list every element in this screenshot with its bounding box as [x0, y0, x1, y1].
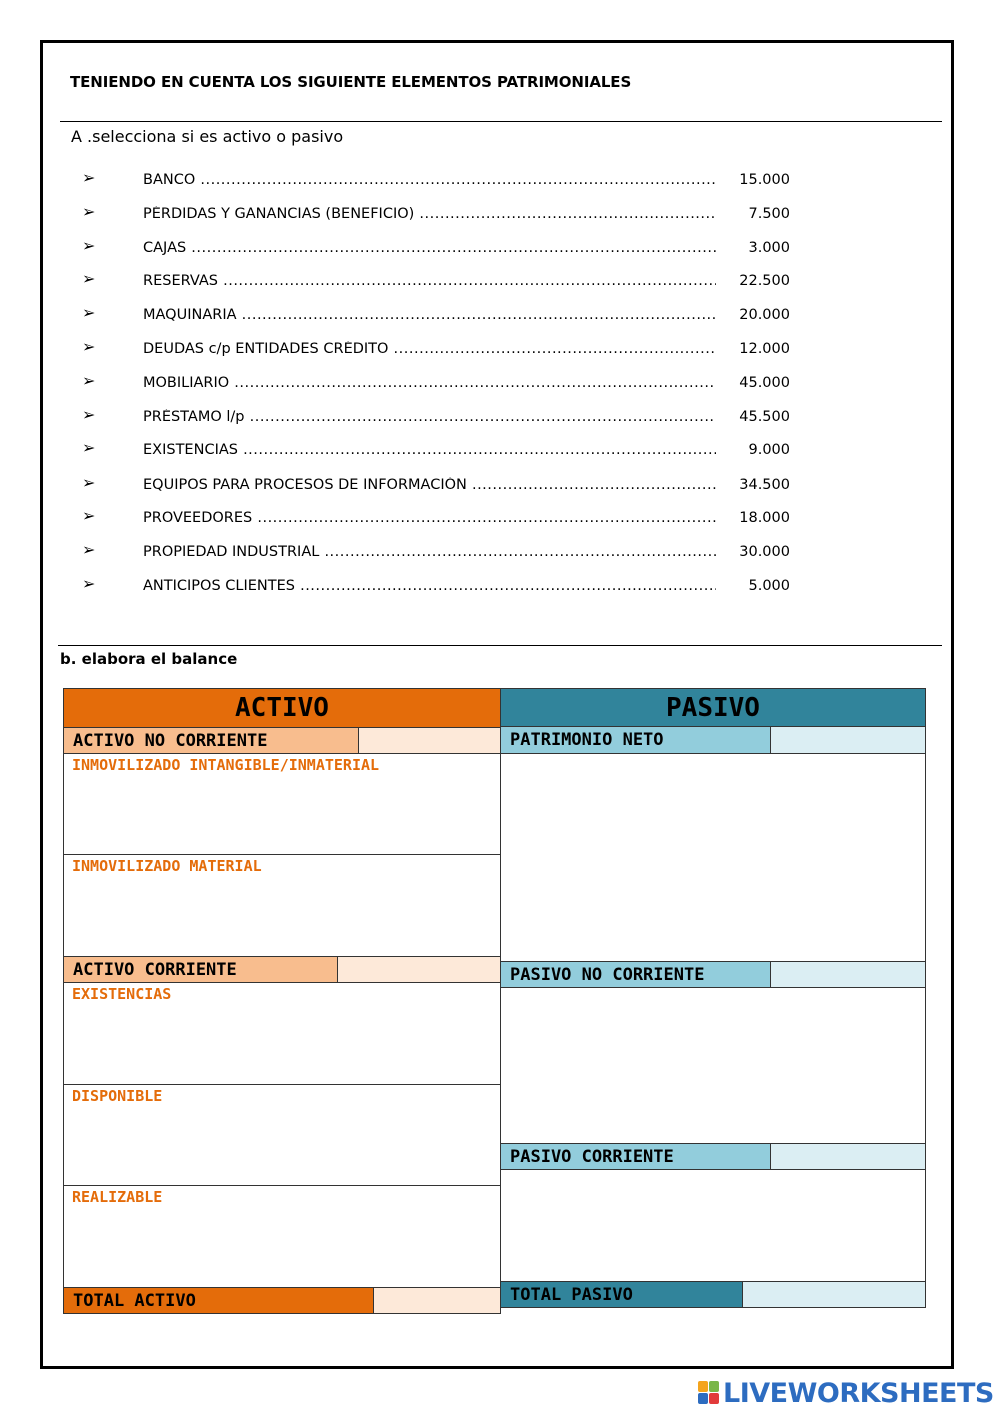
item-amount: 12.000 [739, 341, 790, 357]
realizable-label: REALIZABLE [72, 1188, 163, 1206]
item-label: PROPIEDAD INDUSTRIAL ..... [143, 544, 716, 560]
item-amount: 18.000 [739, 510, 790, 526]
list-item [80, 271, 800, 295]
liveworksheets-logo [698, 1378, 994, 1408]
item-label: BANCO ..... [143, 172, 716, 188]
activo-no-corriente-label: ACTIVO NO CORRIENTE [63, 727, 359, 754]
patrimonio-neto-label: PATRIMONIO NETO [500, 726, 771, 754]
arrow-bullet-icon: ➢ [82, 337, 96, 356]
item-amount: 7.500 [748, 206, 790, 222]
item-label: RESERVAS ..... [143, 273, 716, 289]
page-title: TENIENDO EN CUENTA LOS SIGUIENTE ELEMENTOS PATRIMONIALES [70, 73, 632, 91]
total-activo-label: TOTAL ACTIVO [63, 1287, 374, 1314]
item-label: EXISTENCIAS ..... [143, 442, 716, 458]
arrow-bullet-icon: ➢ [82, 506, 96, 525]
pasivo-corriente-box[interactable] [500, 1169, 926, 1282]
pasivo-no-corriente-label: PASIVO NO CORRIENTE [500, 961, 771, 988]
item-label: PRÉSTAMO l/p ..... [143, 409, 716, 425]
list-item [80, 407, 800, 431]
title-divider [60, 121, 942, 122]
list-item [80, 305, 800, 329]
item-label: CAJAS ..... [143, 240, 716, 256]
disponible-box[interactable] [63, 1084, 501, 1186]
arrow-bullet-icon: ➢ [82, 438, 96, 457]
item-amount: 30.000 [739, 544, 790, 560]
arrow-bullet-icon: ➢ [82, 574, 96, 593]
disponible-label: DISPONIBLE [72, 1087, 163, 1105]
item-amount: 45.000 [739, 375, 790, 391]
liveworksheets-logo-icon [698, 1381, 720, 1405]
realizable-box[interactable] [63, 1185, 501, 1288]
total-pasivo-label: TOTAL PASIVO [500, 1281, 743, 1308]
item-label: ANTICIPOS CLIENTES ..... [143, 578, 716, 594]
item-amount: 34.500 [739, 477, 790, 493]
arrow-bullet-icon: ➢ [82, 168, 96, 187]
list-item [80, 576, 800, 600]
list-item [80, 440, 800, 464]
item-amount: 9.000 [748, 442, 790, 458]
liveworksheets-logo-text: LIVEWORKSHEETS [723, 1377, 994, 1409]
item-amount: 5.000 [748, 578, 790, 594]
item-label: PÉRDIDAS Y GANANCIAS (BENEFICIO) ..... [143, 206, 716, 222]
inmovilizado-intangible-box[interactable] [63, 753, 501, 855]
pasivo-corriente-label: PASIVO CORRIENTE [500, 1143, 771, 1170]
arrow-bullet-icon: ➢ [82, 540, 96, 559]
list-item [80, 373, 800, 397]
inmovilizado-intangible-label: INMOVILIZADO INTANGIBLE/INMATERIAL [72, 756, 380, 774]
arrow-bullet-icon: ➢ [82, 269, 96, 288]
arrow-bullet-icon: ➢ [82, 303, 96, 322]
activo-no-corriente-total-field[interactable] [358, 727, 501, 754]
item-label: DEUDAS c/p ENTIDADES CRÉDITO ..... [143, 341, 716, 357]
existencias-box[interactable] [63, 982, 501, 1085]
pasivo-header: PASIVO [500, 688, 926, 727]
section-divider [58, 645, 942, 646]
patrimonio-neto-total-field[interactable] [770, 726, 926, 754]
arrow-bullet-icon: ➢ [82, 236, 96, 255]
pasivo-corriente-total-field[interactable] [770, 1143, 926, 1170]
arrow-bullet-icon: ➢ [82, 371, 96, 390]
inmovilizado-material-box[interactable] [63, 854, 501, 957]
list-item [80, 542, 800, 566]
item-amount: 20.000 [739, 307, 790, 323]
activo-header: ACTIVO [63, 688, 501, 728]
arrow-bullet-icon: ➢ [82, 473, 96, 492]
item-label: MAQUINARIA ..... [143, 307, 716, 323]
list-item [80, 204, 800, 228]
arrow-bullet-icon: ➢ [82, 405, 96, 424]
pasivo-no-corriente-total-field[interactable] [770, 961, 926, 988]
arrow-bullet-icon: ➢ [82, 202, 96, 221]
inmovilizado-material-label: INMOVILIZADO MATERIAL [72, 857, 262, 875]
patrimonio-neto-box[interactable] [500, 753, 926, 962]
instruction-a: A .selecciona si es activo o pasivo [71, 127, 344, 146]
item-label: PROVEEDORES ..... [143, 510, 716, 526]
list-item [80, 508, 800, 532]
instruction-b: b. elabora el balance [60, 650, 238, 668]
item-label: EQUIPOS PARA PROCESOS DE INFORMACIÓN ..... [143, 477, 716, 493]
item-amount: 22.500 [739, 273, 790, 289]
total-activo-field[interactable] [373, 1287, 501, 1314]
activo-corriente-total-field[interactable] [337, 956, 501, 983]
list-item [80, 238, 800, 262]
item-amount: 45.500 [739, 409, 790, 425]
list-item [80, 339, 800, 363]
pasivo-no-corriente-box[interactable] [500, 987, 926, 1144]
item-amount: 3.000 [748, 240, 790, 256]
activo-corriente-label: ACTIVO CORRIENTE [63, 956, 338, 983]
list-item [80, 170, 800, 194]
list-item [80, 475, 800, 499]
existencias-label: EXISTENCIAS [72, 985, 172, 1003]
total-pasivo-field[interactable] [742, 1281, 926, 1308]
item-label: MOBILIARIO ..... [143, 375, 716, 391]
item-amount: 15.000 [739, 172, 790, 188]
